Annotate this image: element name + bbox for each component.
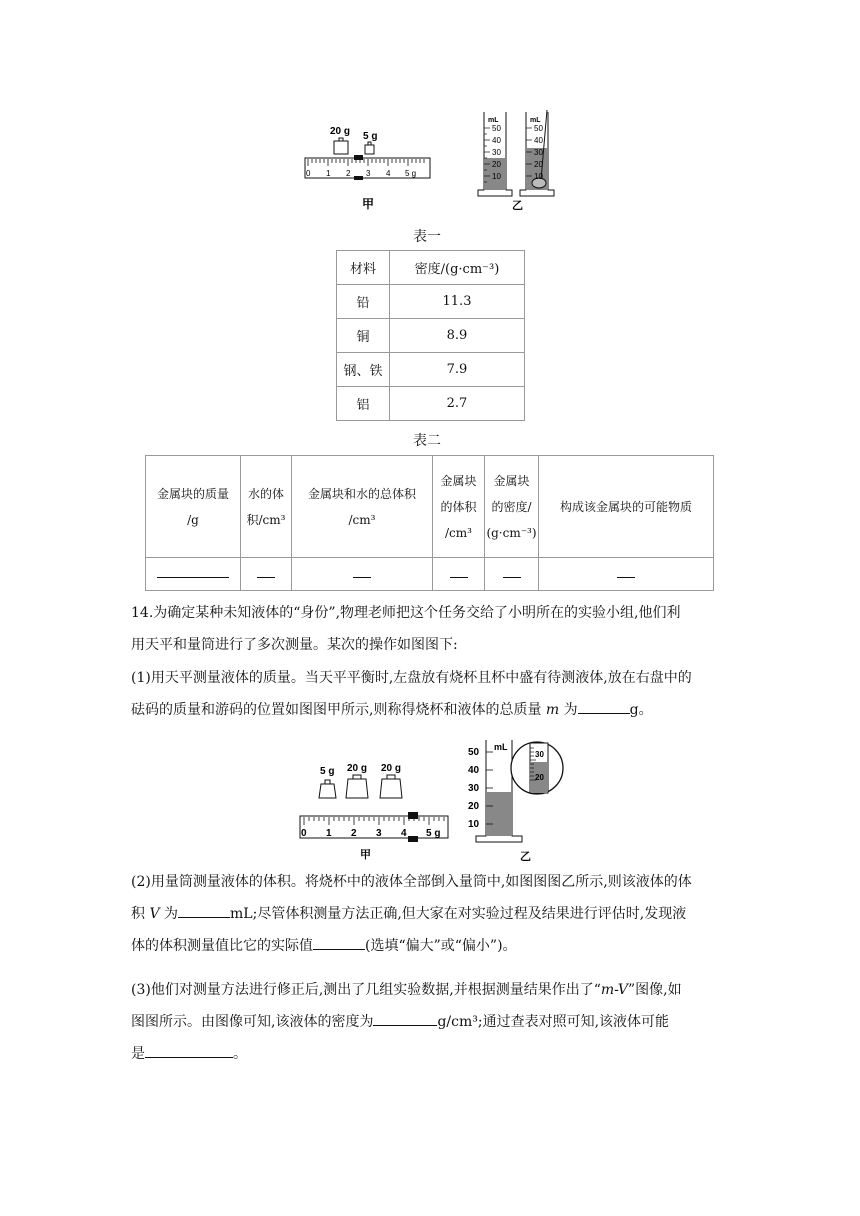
cylinder-tick-label: 10 [492, 172, 501, 181]
q14-part2 [131, 866, 731, 962]
table1-cell: 铝 [337, 387, 390, 421]
ruler-tick-label: 1 [326, 828, 332, 839]
table2-header-cell: 构成该金属块的可能物质 [539, 456, 714, 558]
cylinder-tick-label: 40 [468, 765, 480, 776]
text-line: 积 V 为 mL;尽管体积测量方法正确,但大家在对实验过程及结果进行评估时,发现液 [131, 898, 731, 930]
rider-top [354, 155, 363, 160]
table1-cell: 8.9 [390, 319, 525, 353]
figure-2 [290, 730, 580, 865]
weight-5g [319, 766, 336, 798]
text-line: (1)用天平测量液体的质量。当天平平衡时,左盘放有烧杯且杯中盛有待测液体,放在右盘中的 [131, 670, 692, 686]
ruler-tick-label: 4 [401, 828, 407, 839]
weight-label: 5 g [363, 131, 378, 142]
table1-caption: 表一 [413, 229, 441, 245]
cylinder-tick-label: 50 [492, 124, 501, 133]
ruler-tick-label: 3 [376, 828, 382, 839]
table2-header-cell: 水的体 积/cm³ [241, 456, 292, 558]
figure-1 [290, 100, 580, 215]
text-line: 14.为确定某种未知液体的“身份”,物理老师把这个任务交给了小明所在的实验小组,他们利 [131, 605, 681, 621]
weight-label: 20 g [347, 763, 368, 774]
table1-cell: 2.7 [390, 387, 525, 421]
cylinder-tick-label: 50 [534, 124, 543, 133]
answer-blank[interactable] [145, 1043, 233, 1058]
ruler-tick-label: 4 [386, 169, 391, 178]
cylinder-tick-label: 20 [534, 160, 543, 169]
ruler-tick-label: 0 [301, 828, 307, 839]
measuring-cylinder-2 [520, 110, 554, 196]
cylinder-tick-label: 50 [468, 747, 480, 758]
text-line: 图图所示。由图像可知,该液体的密度为 g/cm³;通过查表对照可知,该液体可能 [131, 1006, 731, 1038]
table2-answer-blank [146, 558, 241, 591]
cylinder-unit: mL [530, 117, 541, 124]
table2-header-cell: 金属块 的密度/ (g·cm⁻³) [485, 456, 539, 558]
cylinder-unit: mL [494, 742, 508, 752]
table2-header-cell: 金属块和水的总体积 /cm³ [292, 456, 433, 558]
table1-cell: 铅 [337, 285, 390, 319]
weight-20g [380, 763, 402, 798]
table2-metal [145, 455, 714, 591]
ruler-tick-label: 2 [351, 828, 357, 839]
cylinder-tick-label: 20 [492, 160, 501, 169]
ruler-tick-label: 0 [306, 169, 311, 178]
text-line: 体的体积测量值比它的实际值 (选填“偏大”或“偏小”)。 [131, 930, 731, 962]
table2-answer-blank [485, 558, 539, 591]
q14-part3 [131, 974, 731, 1070]
ruler-tick-label: 1 [326, 169, 331, 178]
q14-part1 [131, 662, 731, 726]
figure-label-yi: 乙 [512, 200, 523, 212]
weight-20g [346, 763, 368, 798]
figure-label-jia: 甲 [362, 197, 375, 211]
table2-caption: 表二 [413, 433, 441, 449]
table1-density [336, 250, 525, 421]
rider-bottom [408, 836, 418, 842]
ruler-tick-label: 5 g [426, 828, 441, 839]
table1-cell: 铜 [337, 319, 390, 353]
balance-ruler [305, 155, 430, 180]
ruler-tick-label: 2 [346, 169, 351, 178]
text-line: 用天平和量筒进行了多次测量。某次的操作如图图下: [131, 637, 458, 653]
answer-blank[interactable] [178, 903, 230, 918]
table2-answer-blank [292, 558, 433, 591]
text-line: 是 。 [131, 1038, 731, 1070]
table2-answer-blank [539, 558, 714, 591]
table1-cell: 11.3 [390, 285, 525, 319]
liquid-fill [487, 792, 511, 836]
cylinder-tick-label: 40 [492, 136, 501, 145]
table2-header-cell: 金属块 的体积 /cm³ [433, 456, 485, 558]
figure-label-jia: 甲 [360, 849, 371, 861]
zoom-inset [511, 742, 563, 794]
text-line: (3)他们对测量方法进行修正后,测出了几组实验数据,并根据测量结果作出了“m-V”图像,如 [131, 982, 682, 998]
q14-intro [131, 597, 731, 661]
weight-5g [363, 131, 377, 154]
cylinder-tick-label: 10 [468, 819, 480, 830]
rider-bottom [354, 176, 363, 180]
zoom-tick-label: 20 [535, 773, 544, 782]
weight-label: 20 g [381, 763, 402, 774]
table1-header-cell: 密度/(g·cm⁻³) [390, 251, 525, 285]
answer-blank[interactable] [373, 1011, 437, 1026]
ruler-tick-label: 3 [366, 169, 371, 178]
cylinder-tick-label: 10 [534, 172, 543, 181]
weight-20g [330, 126, 350, 154]
table2-answer-blank [433, 558, 485, 591]
weight-label: 20 g [330, 126, 351, 137]
table1-cell: 钢、铁 [337, 353, 390, 387]
text-line: (2)用量筒测量液体的体积。将烧杯中的液体全部倒入量筒中,如图图图乙所示,则该液体的体 [131, 874, 692, 890]
cylinder-tick-label: 20 [468, 801, 480, 812]
table1-cell: 7.9 [390, 353, 525, 387]
answer-blank[interactable] [578, 699, 630, 714]
balance-ruler [300, 812, 448, 842]
cylinder-unit: mL [488, 117, 499, 124]
ruler-tick-label: 5 g [405, 169, 417, 178]
zoom-tick-label: 30 [535, 750, 544, 759]
figure-label-yi: 乙 [520, 851, 531, 863]
weight-label: 5 g [320, 766, 335, 777]
rider-top [408, 812, 418, 819]
cylinder-tick-label: 40 [534, 136, 543, 145]
cylinder-tick-label: 30 [534, 148, 543, 157]
table1-header-cell: 材料 [337, 251, 390, 285]
cylinder-tick-label: 30 [468, 783, 480, 794]
table2-header-cell: 金属块的质量 /g [146, 456, 241, 558]
answer-blank[interactable] [313, 935, 365, 950]
table2-answer-blank [241, 558, 292, 591]
cylinder-tick-label: 30 [492, 148, 501, 157]
text-line: 砝码的质量和游码的位置如图图甲所示,则称得烧杯和液体的总质量 m 为 g。 [131, 694, 731, 726]
measuring-cylinder-1 [478, 112, 512, 196]
